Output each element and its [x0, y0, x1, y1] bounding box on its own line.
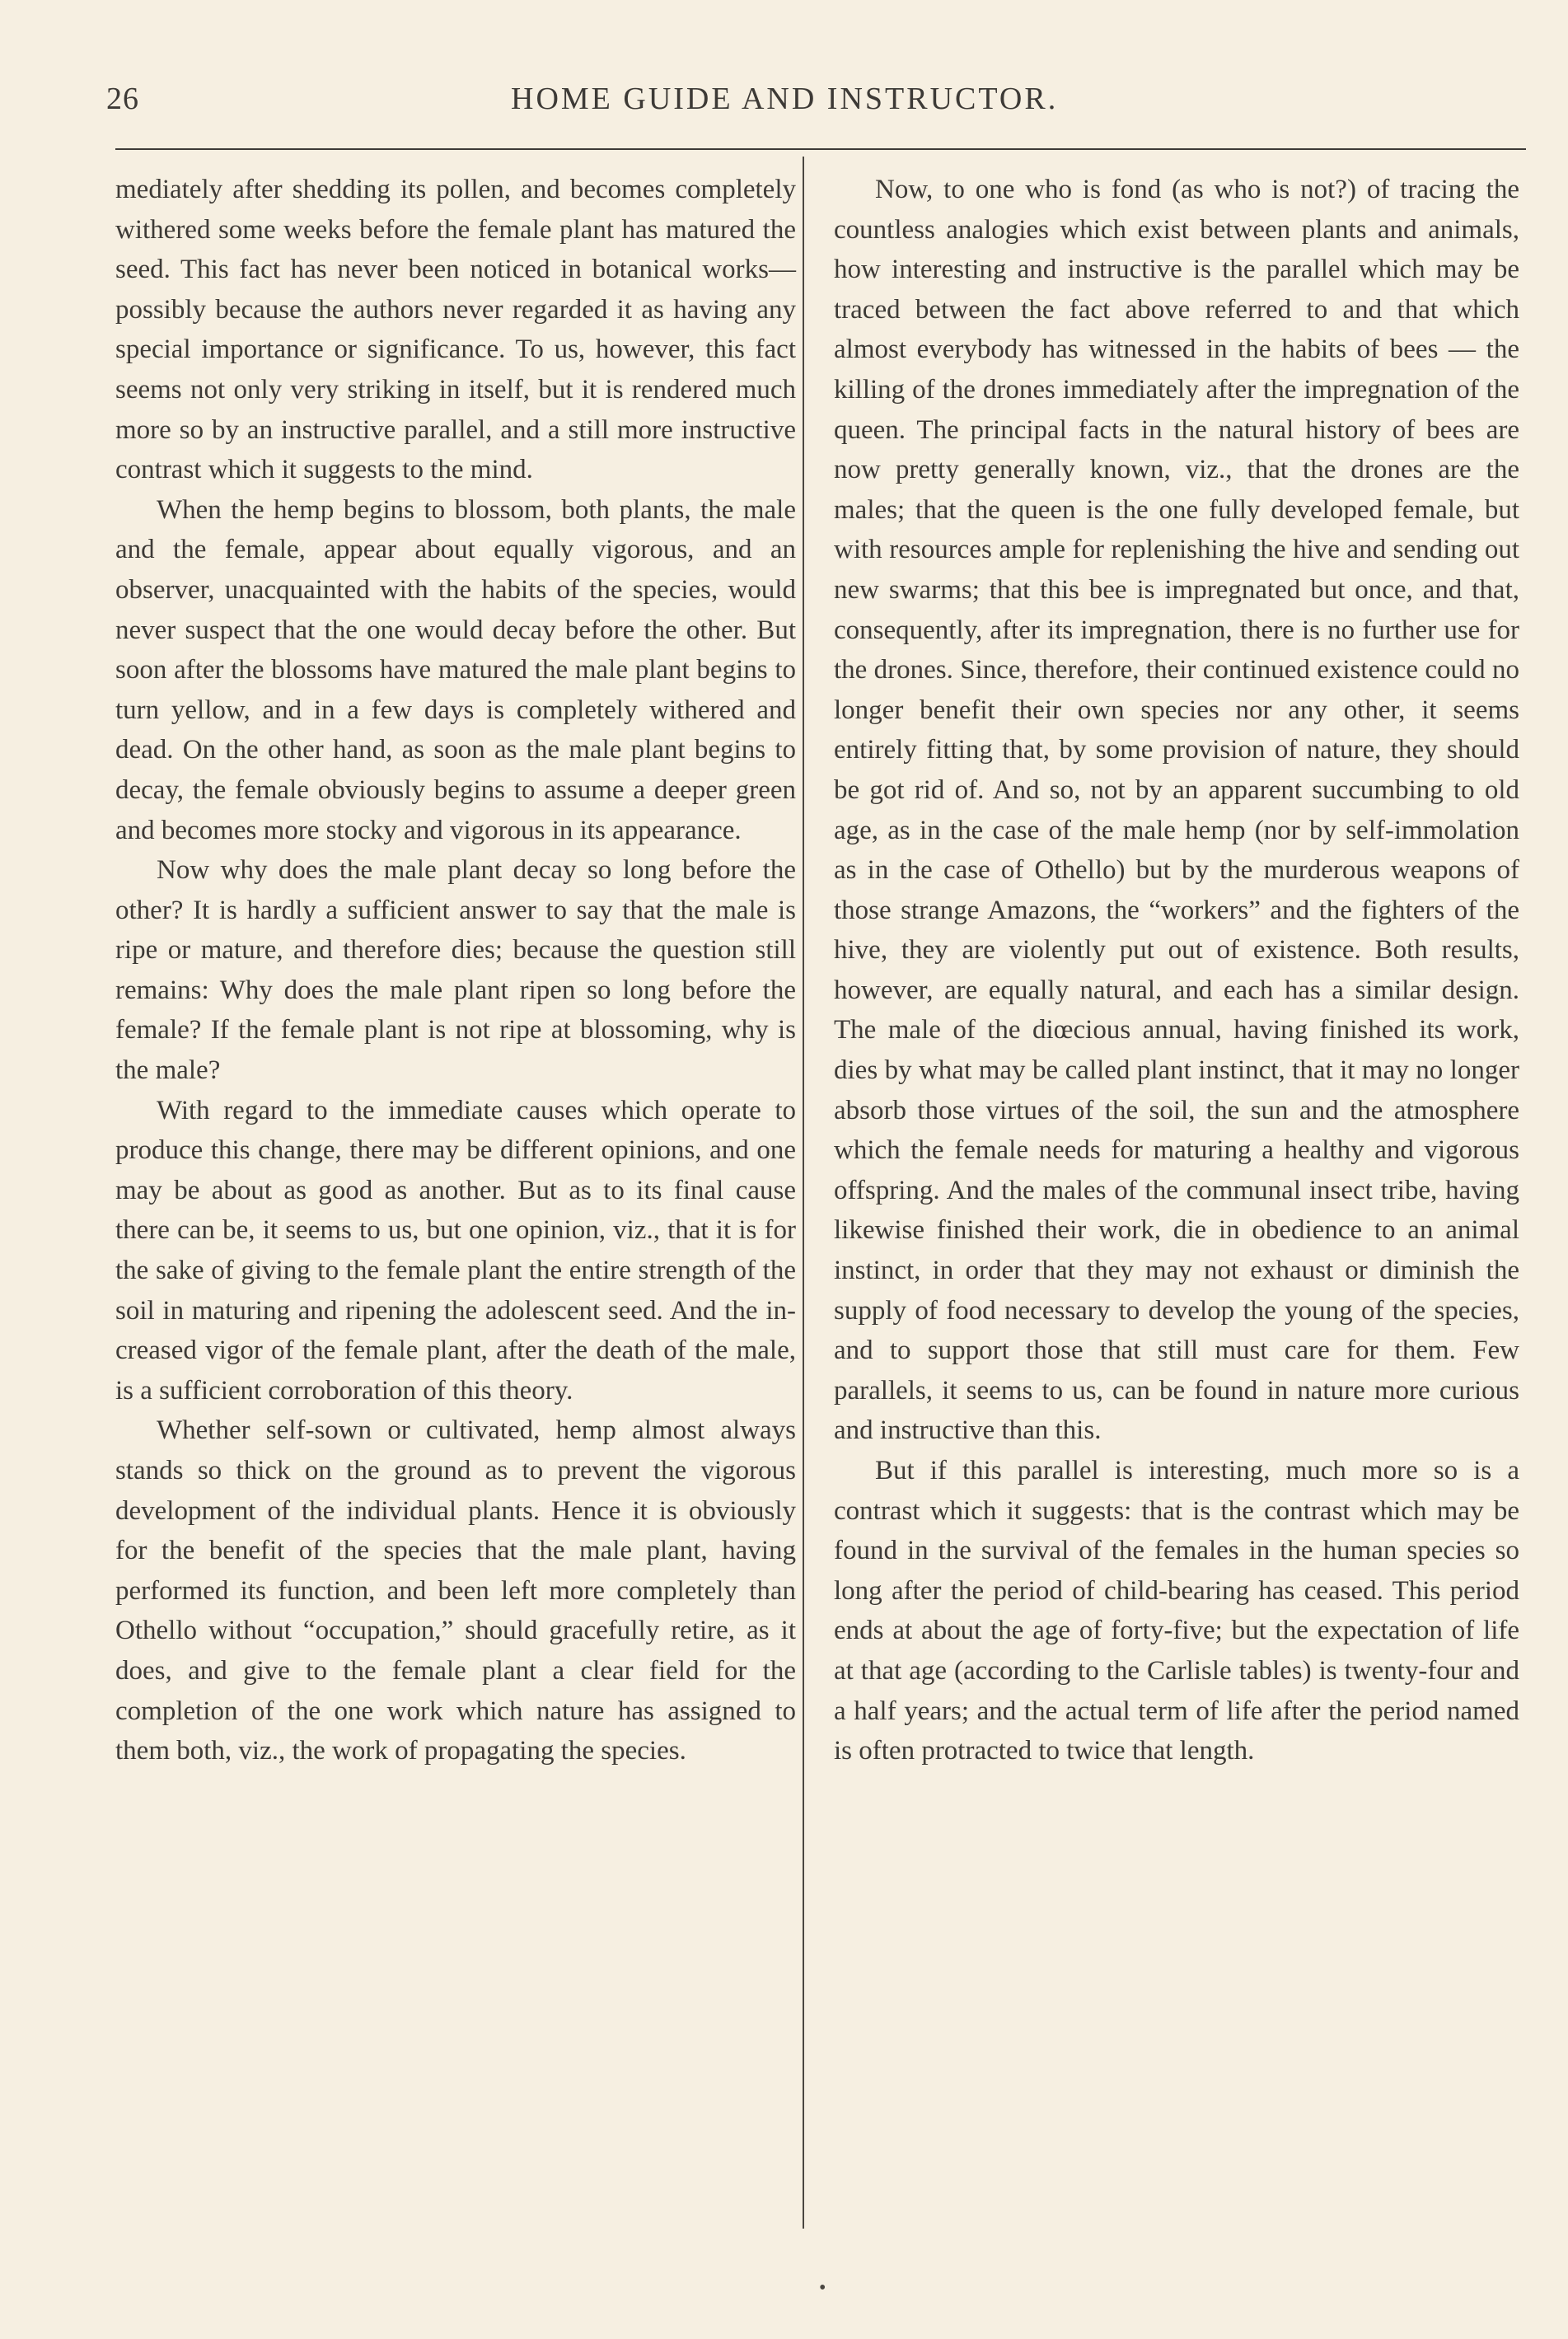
paragraph: When the hemp begins to blossom, both plants, the male and the female, appear about equally vigorous, and an observer, unacquainted with the habits of the species, would never suspect that the one would decay before the other. But soon after the blossoms have matured the male plant begins to turn yellow, and in a few days is completely withered and dead. On the other hand, as soon as the male plant begins to decay, the female obviously begins to assume a deeper green and becomes more stocky and vigorous in its appearance.	[115, 494, 796, 845]
column-divider	[803, 157, 804, 2229]
right-column	[834, 170, 1519, 1771]
paragraph: With regard to the immediate causes which operate to produce this change, there may be different opinions, and one may be about as good as another. But as to its final cause there can be, it seems to us, but one opinion, viz., that it is for the sake of giving to the female plant the entire strength of the soil in maturing and ripening the adolescent seed. And the increased vigor of the female plant, after the death of the male, is a sufficient corroboration of this theory.	[115, 1095, 796, 1406]
paragraph: Now why does the male plant decay so long before the other? It is hardly a sufficient answer to say that the male is ripe or mature, and therefore dies; because the question still remains: Why does the male plant ripen so long before the female? If the female plant is not ripe at blossoming, why is the male?	[115, 855, 796, 1086]
paragraph: mediately after shedding its pollen, and becomes completely withered some weeks before the female plant has matured the seed. This fact has never been noticed in botanical works—possibly because the authors never regarded it as having any special importance or significance. To us, however, this fact seems not only very striking in itself, but it is rendered much more so by an instructive parallel, and a still more instructive contrast which it suggests to the mind.	[115, 175, 796, 485]
left-column	[115, 170, 796, 1771]
print-mark: •	[819, 2277, 826, 2299]
header-rule	[115, 148, 1526, 150]
paragraph: Whether self-sown or cultivated, hemp almost always stands so thick on the ground as to prevent the vigorous development of the individual plants. Hence it is obviously for the benefit of the species that the male plant, having performed its function, and been left more completely than Othello without “occupation,” should gracefully retire, as it does, and give to the female plant a clear field for the completion of the one work which nature has assigned to them both, viz., the work of propagating the species.	[115, 1415, 796, 1766]
page-header	[0, 81, 1568, 138]
running-title: HOME GUIDE AND INSTRUCTOR.	[511, 82, 1059, 116]
paragraph: Now, to one who is fond (as who is not?) of tracing the countless analogies which exist between plants and animals, how interesting and instructive is the parallel which may be traced between the fact above referred to and that which almost everybody has witnessed in the habits of bees — the killing of the drones immediately after the impregnation of the queen. The principal facts in the natural history of bees are now pretty generally known, viz., that the drones are the males; that the queen is the one fully developed female, but with resources ample for replenishing the hive and sending out new swarms; that this bee is impregnated but once, and that, consequently, after its impregnation, there is no further use for the drones. Since, therefore, their continued existence could no longer benefit their own species nor any other, it seems entirely fitting that, by some provision of nature, they should be got rid of. And so, not by an apparent succumbing to old age, as in the case of the male hemp (nor by self-immolation as in the case of Othello) but by the murderous weapons of those strange Amazons, the “workers” and the fighters of the hive, they are violently put out of existence. Both results, however, are equally natural, and each has a similar design. The male of the diœcious annual, having finished its work, dies by what may be called plant instinct, that it may no longer absorb those virtues of the soil, the sun and the atmosphere which the female needs for maturing a healthy and vigorous offspring. And the males of the communal insect tribe, having likewise finished their work, die in obedience to an animal instinct, in order that they may not exhaust or diminish the supply of food necessary to develop the young of the species, and to support those that still must care for them. Few parallels, it seems to us, can be found in nature more curious and instructive than this.	[834, 175, 1519, 1446]
paragraph: But if this parallel is interesting, much more so is a contrast which it suggests: that is the contrast which may be found in the survival of the females in the human species so long after the period of child-bearing has ceased. This period ends at about the age of forty-five; but the expectation of life at that age (according to the Carlisle tables) is twenty-four and a half years; and the actual term of life after the period named is often protracted to twice that length.	[834, 1456, 1519, 1766]
page-number: 26	[106, 82, 139, 116]
